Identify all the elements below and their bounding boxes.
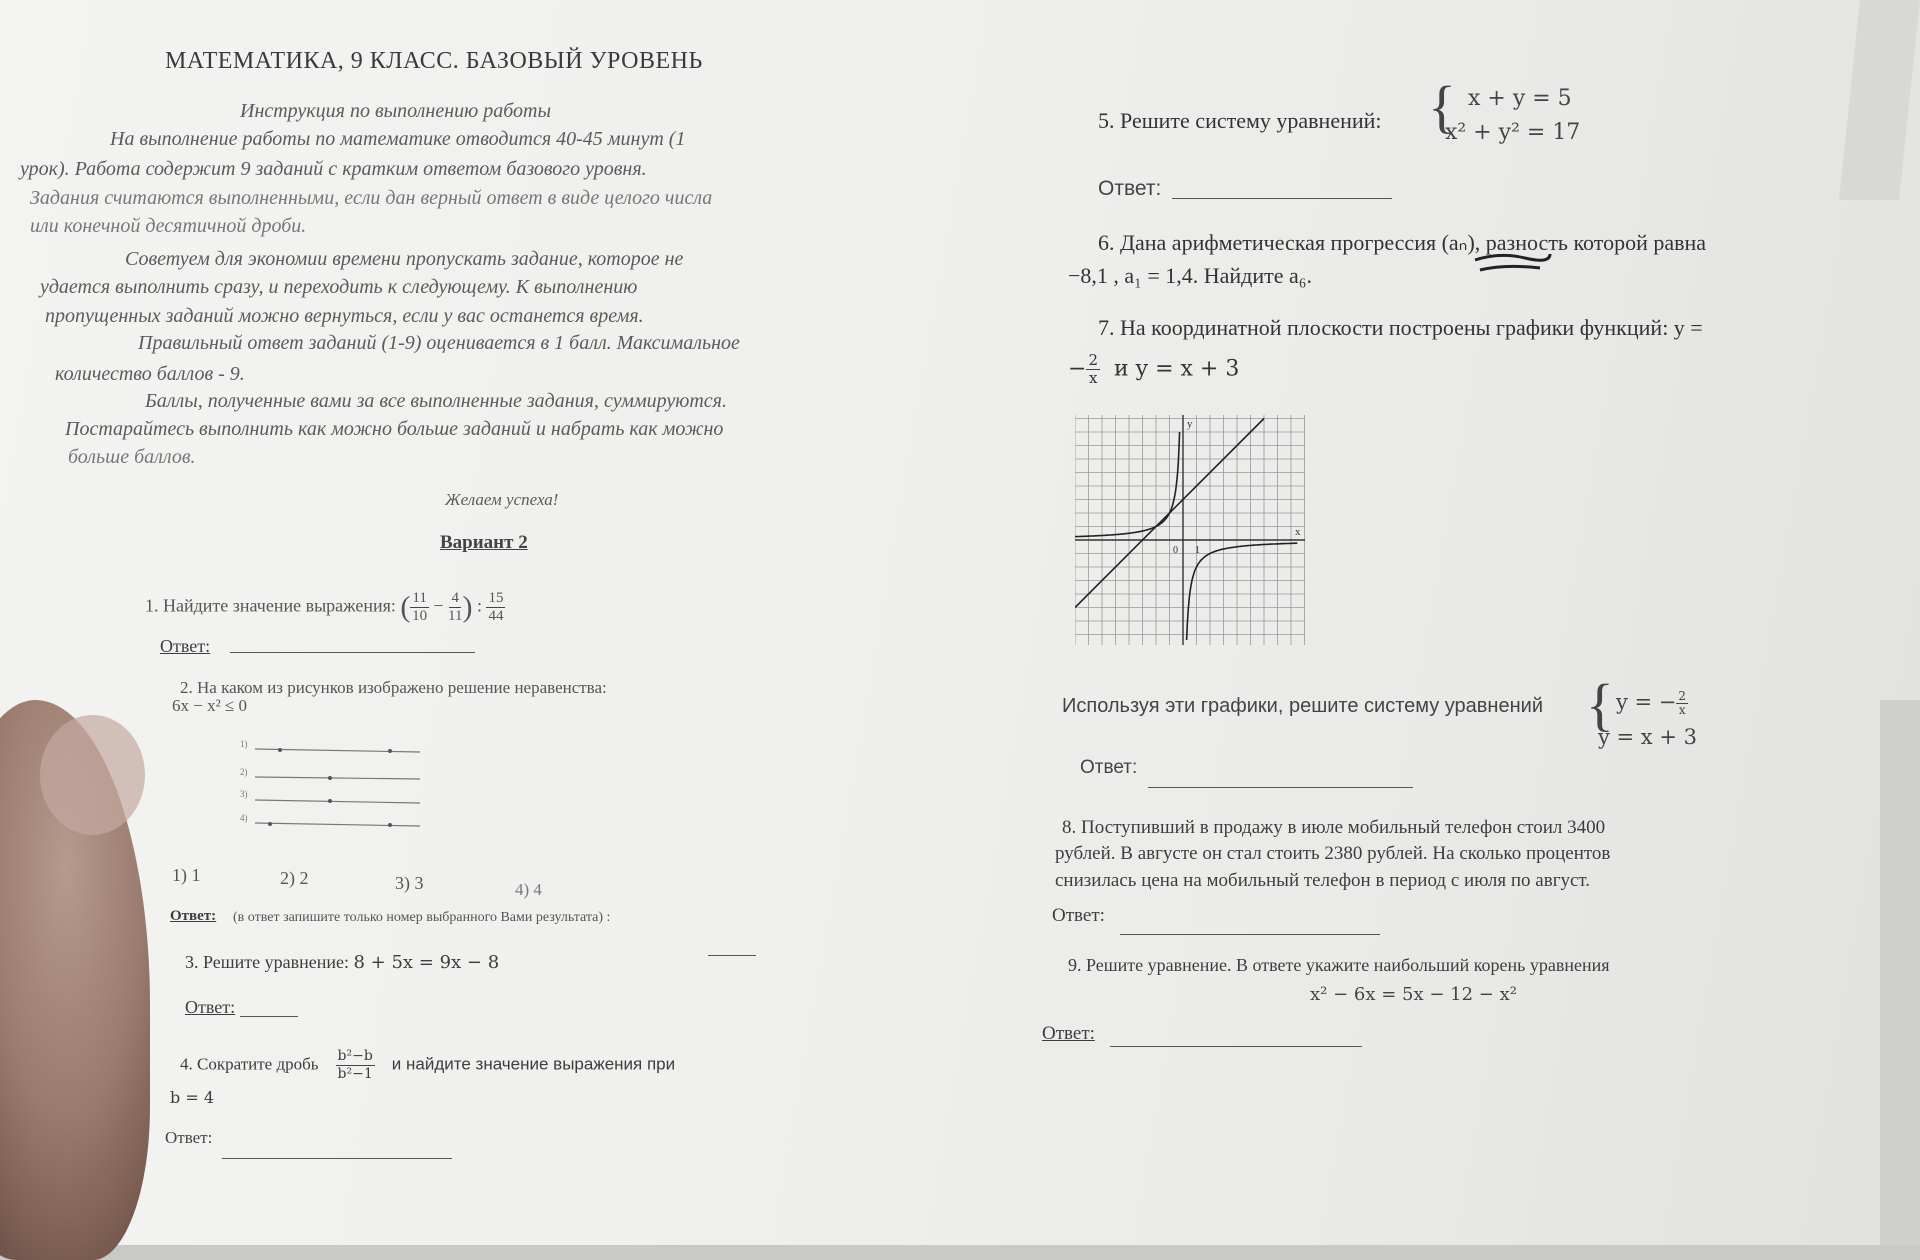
answer-line[interactable] [240,1016,298,1017]
task-3-text: 3. Решите уравнение: [185,952,349,972]
answer-label: Ответ: [1098,177,1162,200]
origin-label: 0 [1173,545,1178,556]
number-line-4 [255,823,420,826]
answer-line[interactable] [1110,1046,1362,1047]
task-5-text: 5. Решите систему уравнений: [1098,108,1382,133]
point [278,748,282,752]
task-9-equation: x² − 6x = 5x − 12 − x² [1310,984,1517,1005]
task-1-text: 1. Найдите значение выражения: [145,595,396,616]
option-label-4: 4) [240,813,248,823]
function-graph [1075,415,1305,645]
fraction: $\frac{2}{x}$ [1088,351,1098,387]
hyperbola-branch-right [1187,543,1298,640]
task-5-eq1: x + y = 5 [1468,86,1572,111]
system-brace: { [1428,74,1456,139]
task-8-line-2: рублей. В августе он стал стоить 2380 рублей. На сколько процентов [1055,843,1611,864]
task-2-answer-note: (в ответ запишите только номер выбранного Вами результата) : [233,910,611,925]
instructions-line: пропущенных заданий можно вернуться, если у вас останется время. [45,305,644,327]
task-3 [185,952,499,973]
instructions-line: больше баллов. [68,446,196,468]
fraction: $\frac{2}{x}$ [1678,689,1687,717]
task-6-line-1: 6. Дана арифметическая прогрессия (aₙ), разность которой равна [1098,230,1707,255]
answer-label: Ответ: [170,908,217,924]
task-7-eq2: y = x + 3 [1598,725,1697,749]
task-3-equation: 8 + 5x = 9x − 8 [353,952,500,973]
task-8-line-3: снизилась цена на мобильный телефон в период с июля по август. [1055,870,1591,891]
task-7-eq1: y = − $\frac{2}{x}$ [1616,689,1687,717]
instructions-line: Постарайтесь выполнить как можно больше заданий и набрать как можно [65,418,724,440]
answer-label: Ответ: [1080,757,1138,778]
answer-line[interactable] [708,955,756,956]
answer-label: Ответ: [160,636,211,656]
option-label-3: 3) [240,789,248,799]
point [388,749,392,753]
option-4[interactable]: 4) 4 [515,880,542,899]
task-7-use: Используя эти графики, решите систему уравнений [1062,695,1543,717]
task-5-eq2: x² + y² = 17 [1445,120,1581,145]
task-6-line-2: −8,1 , a₁ = 1,4. Найдите a₆. [1068,263,1312,288]
fraction: $\frac{11}{10}$ [412,590,428,624]
wish-text: Желаем успеха! [445,490,559,509]
fraction: $\frac{\text{b²−b}}{\text{b²−1}}$ [337,1048,373,1082]
unit-label: 1 [1195,545,1200,556]
instructions-heading: Инструкция по выполнению работы [240,100,552,122]
answer-label: Ответ: [1052,905,1105,926]
number-line-2 [255,777,420,779]
y-axis-label: y [1187,418,1193,430]
task-9-line-1: 9. Решите уравнение. В ответе укажите наибольший корень уравнения [1068,955,1610,975]
task-4-rest: и найдите значение выражения при [391,1054,676,1074]
page-title: МАТЕМАТИКА, 9 КЛАСС. БАЗОВЫЙ УРОВЕНЬ [165,48,703,74]
option-label-1: 1) [240,739,248,749]
answer-label: Ответ: [165,1128,213,1147]
task-1: 1. Найдите значение выражения: ( $\frac{11}{10}$ − $\frac{4}{11}$ ) : $\frac{15}{44}$ [145,590,504,624]
number-line-3 [255,800,420,803]
answer-line[interactable] [230,652,475,653]
point [388,823,392,827]
option-2[interactable]: 2) 2 [280,868,309,888]
number-line-options [230,735,430,835]
instructions-line: количество баллов - 9. [55,363,245,385]
fraction: $\frac{15}{44}$ [488,590,504,624]
answer-line[interactable] [1148,787,1413,788]
answer-line[interactable] [1120,934,1380,935]
task-7-line-1: 7. На координатной плоскости построены графики функций: y = [1098,315,1703,340]
task-2-text: 2. На каком из рисунков изображено решение неравенства: [180,678,607,697]
option-1[interactable]: 1) 1 [172,865,201,885]
instructions-line: Советуем для экономии времени пропускать задание, которое не [125,248,684,270]
task-7-line-2: − $\frac{2}{x}$ и y = x + 3 [1068,351,1240,387]
instructions-line: На выполнение работы по математике отводится 40-45 минут (1 [110,128,686,150]
x-axis-label: x [1295,526,1301,538]
point [328,776,332,780]
system-brace: { [1586,672,1614,737]
instructions-line: удается выполнить сразу, и переходить к следующему. К выполнению [40,276,638,298]
answer-label: Ответ: [185,997,236,1017]
variant-title: Вариант 2 [440,532,528,553]
instructions-line: урок). Работа содержит 9 заданий с кратким ответом базового уровня. [20,158,647,180]
instructions-line: Задания считаются выполненными, если дан верный ответ в виде целого числа [30,187,713,209]
instructions-line: или конечной десятичной дроби. [30,215,307,237]
option-label-2: 2) [240,767,248,777]
answer-line[interactable] [222,1158,452,1159]
point [328,799,332,803]
instructions-line: Баллы, полученные вами за все выполненные задания, суммируются. [145,390,727,412]
pen-scribble [1470,232,1560,282]
answer-line[interactable] [1172,198,1392,199]
answer-label: Ответ: [1042,1023,1095,1044]
fraction: $\frac{4}{11}$ [448,590,463,624]
task-4-condition: b = 4 [170,1088,214,1107]
hand-thumb-nail [40,715,145,835]
background-edge [1880,700,1920,1245]
task-8-line-1: 8. Поступивший в продажу в июле мобильный телефон стоил 3400 [1062,817,1606,838]
option-3[interactable]: 3) 3 [395,873,424,893]
task-4-text: 4. Сократите дробь [180,1054,319,1074]
point [268,822,272,826]
task-2-inequality: 6x − x² ≤ 0 [172,696,248,715]
task-4 [180,1048,675,1083]
instructions-line: Правильный ответ заданий (1-9) оценивается в 1 балл. Максимальное [138,332,740,354]
hyperbola-branch-left [1075,432,1180,537]
